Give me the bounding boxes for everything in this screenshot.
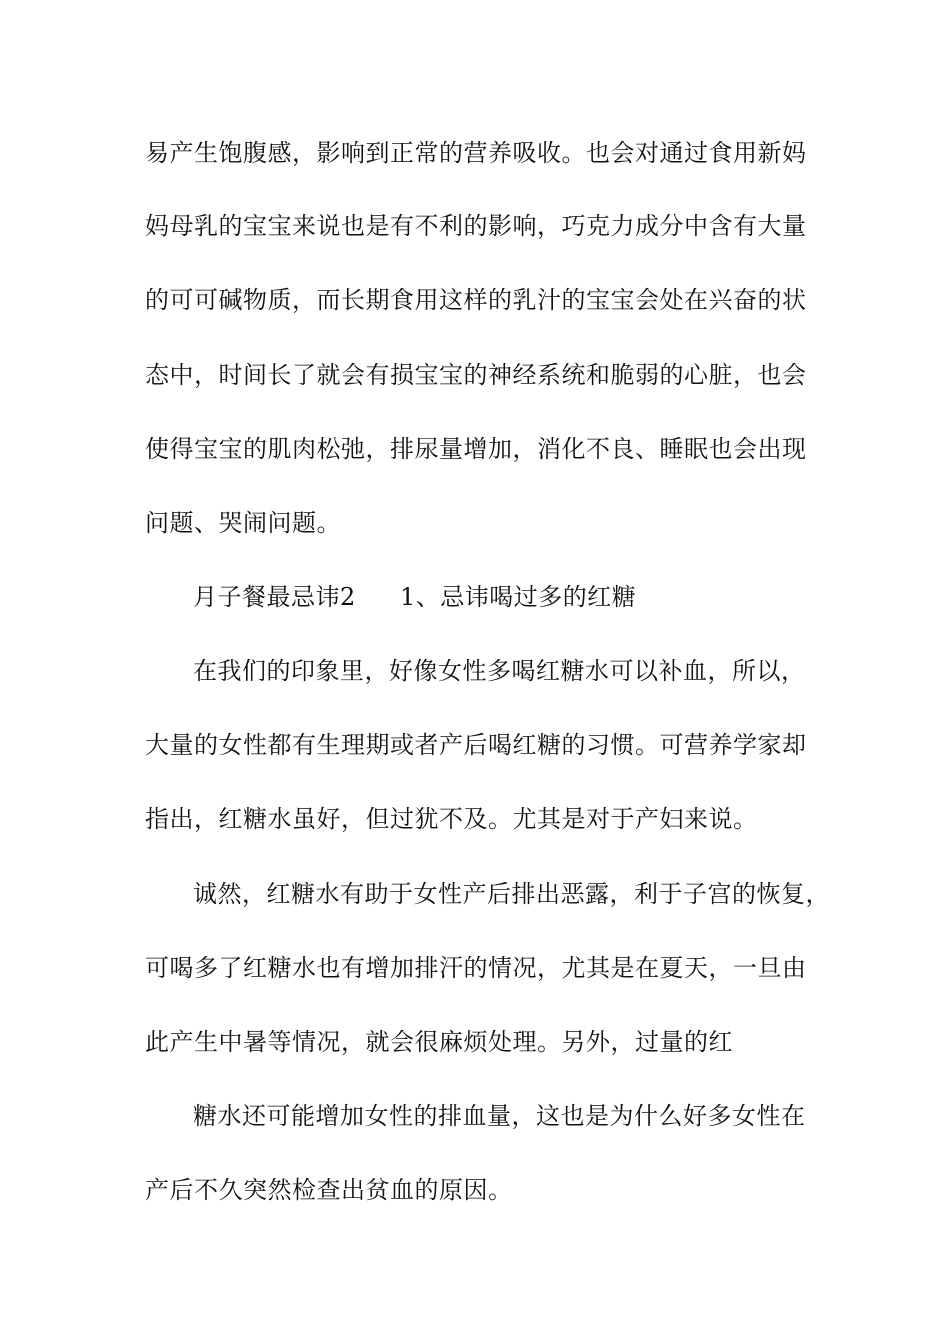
text-line: 大量的女性都有生理期或者产后喝红糖的习惯。可营养学家却: [145, 731, 807, 759]
text-line: 指出，红糖水虽好，但过犹不及。尤其是对于产妇来说。: [145, 805, 758, 833]
text-line: 产后不久突然检查出贫血的原因。: [145, 1176, 513, 1204]
text-line: 诚然，红糖水有助于女性产后排出恶露，利于子宫的恢复，: [193, 880, 830, 908]
text-line: 态中，时间长了就会有损宝宝的神经系统和脆弱的心脏，也会: [145, 361, 807, 389]
text-line: 使得宝宝的肌肉松弛，排尿量增加，消化不良、睡眠也会出现: [145, 435, 807, 463]
text-line: 在我们的印象里，好像女性多喝红糖水可以补血，所以，: [193, 657, 806, 685]
text-line: 易产生饱腹感，影响到正常的营养吸收。也会对通过食用新妈: [145, 139, 807, 167]
text-line: 糖水还可能增加女性的排血量，这也是为什么好多女性在: [193, 1102, 806, 1130]
text-line: 妈母乳的宝宝来说也是有不利的影响，巧克力成分中含有大量: [145, 212, 807, 240]
section-heading: [193, 577, 893, 617]
text-line: 问题、哭闹问题。: [145, 509, 341, 537]
heading-right: 1、忌讳喝过多的红糖: [400, 583, 637, 611]
heading-left: 月子餐最忌讳2: [193, 583, 356, 611]
text-line: 的可可碱物质，而长期食用这样的乳汁的宝宝会处在兴奋的状: [145, 286, 807, 314]
text-line: 此产生中暑等情况，就会很麻烦处理。另外，过量的红: [145, 1028, 733, 1056]
text-line: 可喝多了红糖水也有增加排汗的情况，尤其是在夏天，一旦由: [145, 954, 807, 982]
